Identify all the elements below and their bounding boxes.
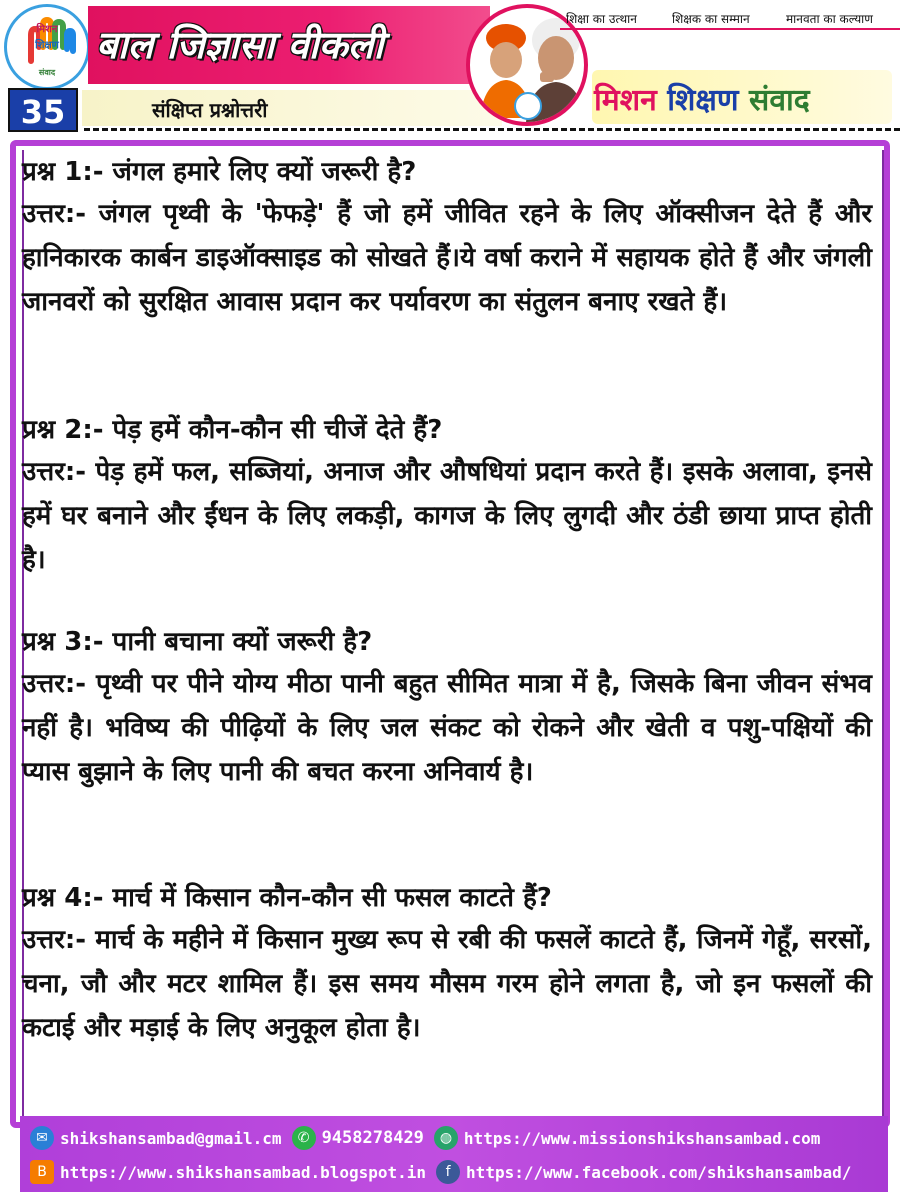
- logo-text-samvad: संवाद: [38, 68, 56, 77]
- question-2: प्रश्न 2:- पेड़ हमें कौन-कौन सी चीजें देते हैं?: [22, 415, 443, 445]
- phone-icon: ✆: [292, 1126, 316, 1150]
- question-4: प्रश्न 4:- मार्च में किसान कौन-कौन सी फसल काटते हैं?: [22, 883, 552, 913]
- footer-blog-link[interactable]: https://www.shikshansambad.blogspot.in: [60, 1162, 427, 1182]
- mission-word-3: संवाद: [749, 83, 810, 118]
- footer-facebook-link[interactable]: https://www.facebook.com/shikshansambad/: [466, 1162, 852, 1182]
- qa-item-3: [22, 622, 872, 794]
- footer-row-1: [30, 1126, 830, 1150]
- qa-item-2: [22, 410, 872, 582]
- logo-text-mission: मिशन: [36, 24, 58, 35]
- facebook-icon: f: [436, 1160, 460, 1184]
- qa-item-1: [22, 152, 872, 324]
- answer-2: उत्तर:- पेड़ हमें फल, सब्जियां, अनाज और औषधियां प्रदान करते हैं। इसके अलावा, इनसे हमें घर बनाने और ईंधन के लिए लकड़ी, कागज के लिए लुगदी और ठंडी छाया प्राप्त होती है।: [22, 457, 872, 575]
- footer-phone[interactable]: 9458278429: [321, 1128, 424, 1148]
- footer-email-link[interactable]: shikshansambad@gmail.cm: [60, 1128, 282, 1148]
- tagline-1: शिक्षा का उत्थान: [566, 12, 637, 26]
- contact-footer: [20, 1116, 888, 1192]
- page-subtitle: संक्षिप्त प्रश्नोत्तरी: [152, 98, 268, 122]
- answer-3: उत्तर:- पृथ्वी पर पीने योग्य मीठा पानी बहुत सीमित मात्रा में है, जिसके बिना जीवन संभव नहीं है। भविष्य की पीढ़ियों के लिए जल संकट को रोकने और खेती व पशु-पक्षियों की प्यास बुझाने के लिए पानी की बचत करना अनिवार्य है।: [22, 669, 872, 787]
- portrait-badge-icon: [514, 92, 542, 120]
- issue-number-badge: 35: [8, 88, 78, 132]
- question-3: प्रश्न 3:- पानी बचाना क्यों जरूरी है?: [22, 627, 373, 657]
- footer-row-2: [30, 1160, 861, 1184]
- page-title: बाल जिज्ञासा वीकली: [96, 23, 384, 67]
- mission-title: [594, 78, 810, 119]
- header: [0, 0, 900, 130]
- mission-word-1: मिशन: [594, 83, 657, 118]
- tagline-2: शिक्षक का सम्मान: [672, 12, 750, 26]
- qa-item-4: [22, 878, 872, 1050]
- answer-4: उत्तर:- मार्च के महीने में किसान मुख्य रूप से रबी की फसलें काटते हैं, जिनमें गेहूँ, सरसों, चना, जौ और मटर शामिल हैं। इस समय मौसम गरम होने लगता है, जो इन फसलों की कटाई और मड़ाई के लिए अनुकूल होता है।: [22, 925, 872, 1043]
- question-1: प्रश्न 1:- जंगल हमारे लिए क्यों जरूरी है?: [22, 157, 417, 187]
- footer-website-link[interactable]: https://www.missionshikshansambad.com: [463, 1128, 821, 1148]
- answer-1: उत्तर:- जंगल पृथ्वी के 'फेफड़े' हैं जो हमें जीवित रहने के लिए ऑक्सीजन देते हैं और हानिकारक कार्बन डाइऑक्साइड को सोखते हैं।ये वर्षा कराने में सहायक होते हैं और जंगली जानवरों को सुरक्षित आवास प्रदान कर पर्यावरण का संतुलन बनाए रखते हैं।: [22, 199, 872, 317]
- mission-logo: [4, 4, 90, 90]
- tagline-3: मानवता का कल्याण: [786, 12, 873, 26]
- mail-icon: ✉: [30, 1126, 54, 1150]
- blogger-icon: B: [30, 1160, 54, 1184]
- header-dashed-divider: [84, 128, 900, 131]
- globe-icon: ◍: [434, 1126, 458, 1150]
- tagline-divider: [560, 28, 900, 30]
- logo-text-shikshan: शिक्षण: [35, 40, 59, 51]
- mission-word-2: शिक्षण: [667, 83, 739, 118]
- subtitle-band: [82, 90, 502, 126]
